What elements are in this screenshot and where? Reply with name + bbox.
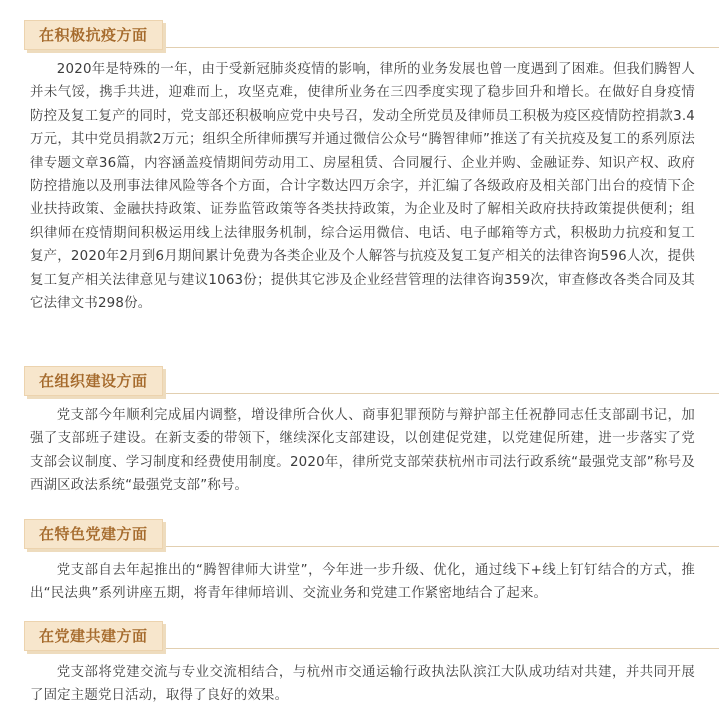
section-heading-bar xyxy=(0,519,719,551)
section-heading: 在特色党建方面 xyxy=(24,519,163,549)
section-heading: 在党建共建方面 xyxy=(24,621,163,651)
section-heading-bar xyxy=(0,20,719,52)
section-joint-party-building xyxy=(0,621,719,708)
section-heading-bar xyxy=(0,366,719,398)
section-heading: 在组织建设方面 xyxy=(24,366,163,396)
section-paragraph: 党支部自去年起推出的“腾智律师大讲堂”，今年进一步升级、优化，通过线下+线上钉钉结合的方式，推出“民法典”系列讲座五期，将青年律师培训、交流业务和党建工作紧密地结合了起来。 xyxy=(30,563,695,602)
section-paragraph: 党支部将党建交流与专业交流相结合，与杭州市交通运输行政执法队滨江大队成功结对共建，并共同开展了固定主题党日活动，取得了良好的效果。 xyxy=(30,665,695,704)
section-heading: 在积极抗疫方面 xyxy=(24,20,163,50)
section-paragraph: 党支部今年顺利完成届内调整，增设律所合伙人、商事犯罪预防与辩护部主任祝静同志任支部副书记，加强了支部班子建设。在新支委的带领下，继续深化支部建设，以创建促党建，以党建促所建，进一步落实了党支部会议制度、学习制度和经费使用制度。2020年，律所党支部荣获杭州市司法行政系统“最强党支部”称号及西湖区政法系统“最强党支部”称号。 xyxy=(30,408,695,494)
section-heading-bar xyxy=(0,621,719,653)
section-featured-party-building xyxy=(0,519,719,606)
section-organization xyxy=(0,366,719,498)
section-anti-epidemic xyxy=(0,20,719,315)
section-paragraph: 2020年是特殊的一年，由于受新冠肺炎疫情的影响，律所的业务发展也曾一度遇到了困难。但我们腾智人并未气馁，携手共进，迎难而上，攻坚克难，使律所业务在三四季度实现了稳步回升和增长。在做好自身疫情防控及复工复产的同时，党支部还积极响应党中央号召，发动全所党员及律师员工积极为疫区疫情防控捐款3.4万元，其中党员捐款2万元；组织全所律师撰写并通过微信公众号“腾智律师”推送了有关抗疫及复工的系列原法律专题文章36篇，内容涵盖疫情期间劳动用工、房屋租赁、合同履行、企业并购、金融证券、知识产权、政府防控措施以及刑事法律风险等各个方面，合计字数达四万余字，并汇编了各级政府及相关部门出台的疫情下企业扶持政策、金融扶持政策、证券监管政策等各类扶持政策，为企业及时了解相关政府扶持政策提供便利；组织律师在疫情期间积极运用线上法律服务机制，综合运用微信、电话、电子邮箱等方式，积极助力抗疫和复工复产，2020年2月到6月期间累计免费为各类企业及个人解答与抗疫及复工复产相关的法律咨询596人次，提供复工复产相关法律意见与建议1063份；提供其它涉及企业经营管理的法律咨询359次，审查修改各类合同及其它法律文书298份。 xyxy=(30,62,695,312)
